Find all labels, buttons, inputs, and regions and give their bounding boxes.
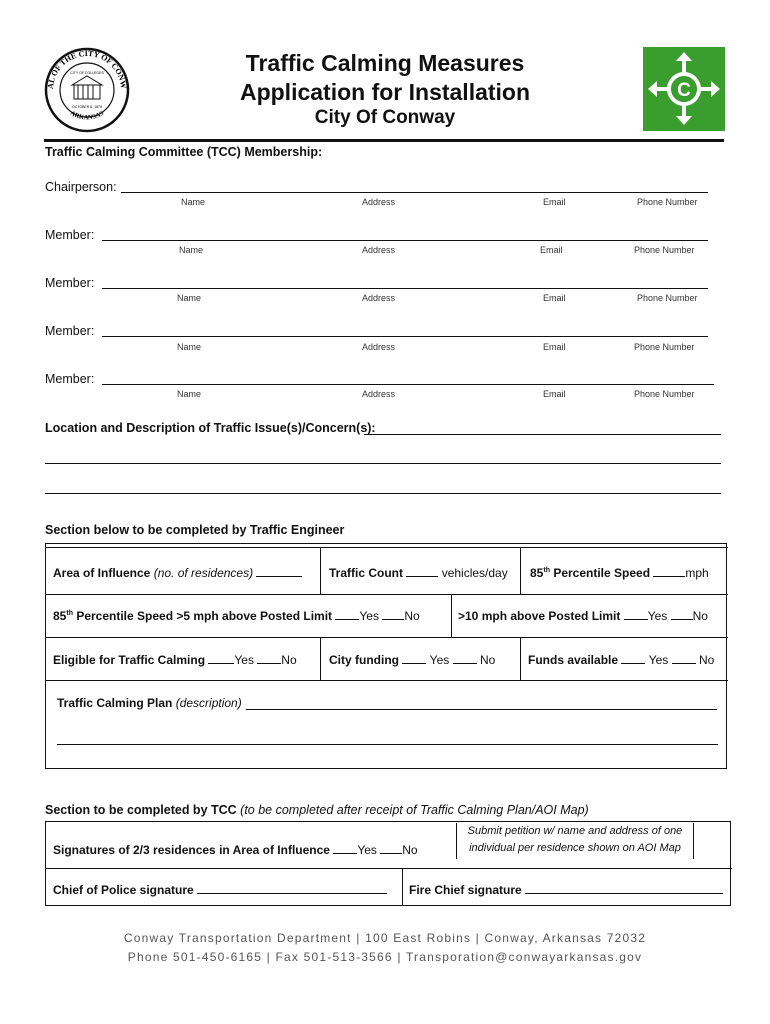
committee-heading: Traffic Calming Committee (TCC) Membership: — [45, 145, 323, 159]
member-line[interactable] — [102, 384, 714, 385]
pct-speed-label: Percentile Speed — [553, 566, 651, 580]
eligible-field[interactable] — [53, 652, 297, 667]
caption-email: Email — [543, 197, 566, 207]
tcc-heading-note: (to be completed after receipt of Traffic Calming Plan/AOI Map) — [240, 803, 589, 817]
caption-email: Email — [540, 245, 563, 255]
caption-address: Address — [362, 293, 396, 303]
member-label: Member: — [45, 228, 95, 242]
caption-address: Address — [362, 389, 396, 399]
yes-label: Yes — [357, 843, 377, 857]
engineer-heading: Section below to be completed by Traffic Engineer — [45, 523, 345, 537]
footer-contact: Phone 501-450-6165 | Fax 501-513-3566 | Transporation@conwayarkansas.gov — [127, 950, 643, 964]
pct-sup: th — [66, 610, 73, 617]
roundabout-logo — [643, 47, 725, 131]
tcc-heading-row — [45, 803, 589, 817]
member-line[interactable] — [102, 240, 708, 241]
above-10-field[interactable] — [458, 608, 708, 623]
caption-phone: Phone Number — [637, 197, 698, 207]
yes-label: Yes — [648, 653, 669, 667]
police-label: Chief of Police signature — [53, 883, 194, 897]
yes-label: Yes — [359, 609, 379, 623]
engineer-divider — [45, 680, 728, 681]
percentile-speed-field[interactable] — [530, 565, 709, 580]
plan-note: (description) — [175, 696, 242, 710]
tcc-heading: Section to be completed by TCC — [45, 803, 237, 817]
traffic-count-label: Traffic Count — [329, 566, 403, 580]
pct-sup: th — [543, 567, 550, 574]
pct-speed-unit: mph — [685, 566, 709, 580]
area-label: Area of Influence — [53, 566, 151, 580]
title-line-1: Traffic Calming Measures — [245, 50, 525, 76]
seal-text-bottom: ARKANSAS — [69, 109, 105, 122]
funds-label: Funds available — [528, 653, 619, 667]
petition-line-1: Submit petition w/ name and address of one — [467, 825, 683, 837]
member-label: Member: — [45, 372, 95, 386]
member-label: Member: — [45, 324, 95, 338]
engineer-divider — [520, 637, 521, 680]
area-of-influence-field[interactable] — [53, 565, 302, 580]
yes-label: Yes — [234, 653, 254, 667]
caption-email: Email — [543, 342, 566, 352]
caption-address: Address — [362, 245, 396, 255]
logo-letter: C — [677, 80, 691, 101]
no-label: No — [479, 653, 496, 667]
engineer-divider — [320, 637, 321, 680]
caption-name: Name — [181, 197, 206, 207]
subtitle: City Of Conway — [314, 107, 456, 128]
caption-address: Address — [362, 342, 396, 352]
member-line[interactable] — [102, 336, 708, 337]
engineer-divider — [451, 594, 452, 637]
location-line-3[interactable] — [45, 493, 721, 494]
caption-name: Name — [177, 389, 202, 399]
tcc-divider — [45, 868, 732, 869]
city-funding-field[interactable] — [329, 652, 495, 667]
caption-email: Email — [543, 389, 566, 399]
fire-signature-field[interactable] — [409, 882, 723, 897]
location-line-1[interactable] — [364, 434, 721, 435]
plan-line-2[interactable] — [57, 744, 718, 745]
no-label: No — [692, 609, 708, 623]
signatures-label: Signatures of 2/3 residences in Area of Influence — [53, 843, 330, 857]
footer-address: Conway Transportation Department | 100 East Robins | Conway, Arkansas 72032 — [123, 931, 647, 945]
no-label: No — [402, 843, 418, 857]
petition-line-2: individual per residence shown on AOI Map — [469, 842, 681, 854]
no-label: No — [698, 653, 715, 667]
chairperson-line[interactable] — [121, 192, 708, 193]
fire-label: Fire Chief signature — [409, 883, 522, 897]
signatures-field[interactable] — [53, 842, 418, 857]
pct-prefix: 85 — [53, 609, 67, 623]
funds-available-field[interactable] — [528, 652, 714, 667]
caption-email: Email — [543, 293, 566, 303]
above-5-field[interactable] — [53, 608, 420, 623]
tcc-divider — [402, 868, 403, 906]
header-rule — [44, 139, 724, 142]
caption-name: Name — [179, 245, 204, 255]
pct-prefix: 85 — [530, 566, 544, 580]
member-line[interactable] — [102, 288, 708, 289]
petition-note — [456, 823, 694, 859]
above10-label: >10 mph above Posted Limit — [458, 609, 621, 623]
area-note: (no. of residences) — [153, 566, 254, 580]
engineer-divider — [520, 547, 521, 594]
caption-phone: Phone Number — [634, 389, 695, 399]
seal-date: OCTOBER 6, 1875 — [72, 105, 102, 109]
seal-inner-text: CITY OF COLLEGES — [70, 71, 104, 75]
title-line-2: Application for Installation — [239, 79, 531, 105]
engineer-divider — [320, 547, 321, 594]
plan-line-1[interactable] — [246, 709, 717, 710]
engineer-divider — [45, 637, 728, 638]
chairperson-label: Chairperson: — [45, 180, 117, 194]
engineer-divider — [45, 547, 728, 548]
no-label: No — [404, 609, 420, 623]
yes-label: Yes — [647, 609, 668, 623]
eligible-label: Eligible for Traffic Calming — [53, 653, 206, 667]
pct-above-label: Percentile Speed >5 mph above Posted Limit — [76, 609, 333, 623]
city-funding-label: City funding — [329, 653, 399, 667]
police-signature-field[interactable] — [53, 882, 387, 897]
yes-label: Yes — [429, 653, 450, 667]
traffic-count-field[interactable] — [329, 565, 508, 580]
caption-address: Address — [362, 197, 396, 207]
seal-text-top: AL OF THE CITY OF CONW — [45, 48, 129, 90]
caption-name: Name — [177, 342, 202, 352]
location-label: Location and Description of Traffic Issue(s)/Concern(s): — [45, 421, 376, 435]
caption-phone: Phone Number — [637, 293, 698, 303]
caption-phone: Phone Number — [634, 245, 695, 255]
location-line-2[interactable] — [45, 463, 721, 464]
traffic-count-unit: vehicles/day — [441, 566, 508, 580]
engineer-divider — [45, 594, 728, 595]
no-label: No — [281, 653, 297, 667]
member-label: Member: — [45, 276, 95, 290]
plan-field — [57, 696, 242, 710]
caption-phone: Phone Number — [634, 342, 695, 352]
plan-label: Traffic Calming Plan — [57, 696, 173, 710]
caption-name: Name — [177, 293, 202, 303]
